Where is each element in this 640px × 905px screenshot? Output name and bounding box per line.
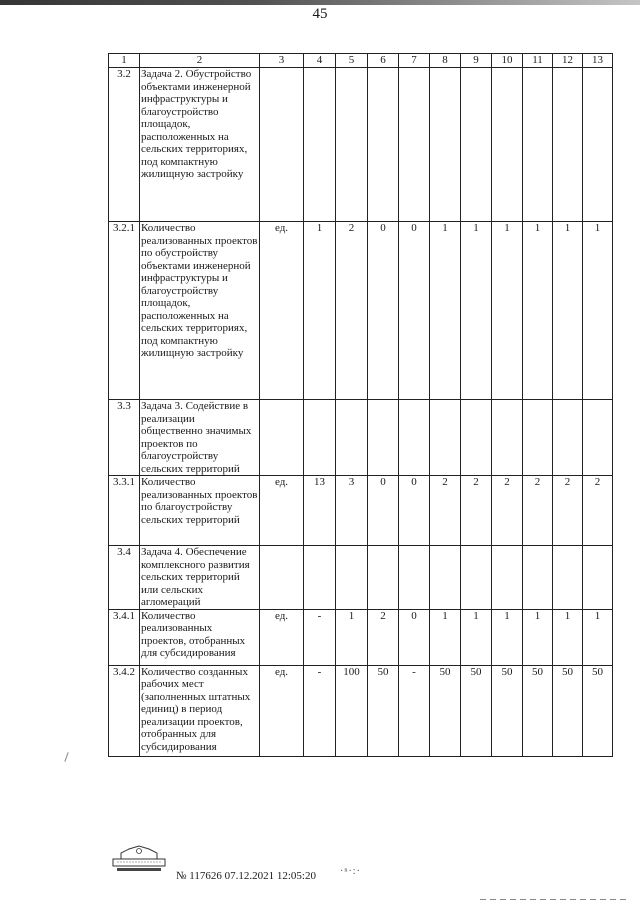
row-value: 50	[553, 665, 583, 756]
row-value	[336, 68, 368, 222]
row-value: 50	[523, 665, 553, 756]
row-description: Количество созданных рабочих мест (заполненных штатных единиц) в период реализации проектов, отобранных для субсидирования	[140, 665, 260, 756]
scan-top-edge	[0, 0, 640, 5]
row-description: Количество реализованных проектов по благоустройству сельских территорий	[140, 476, 260, 546]
row-value: 1	[304, 222, 336, 400]
row-value: 3	[336, 476, 368, 546]
column-header: 11	[523, 54, 553, 68]
row-value	[553, 546, 583, 610]
row-value: 0	[399, 222, 430, 400]
row-value	[430, 68, 461, 222]
row-value	[399, 546, 430, 610]
row-value: 1	[523, 609, 553, 665]
row-unit	[260, 400, 304, 476]
table-row	[109, 546, 613, 610]
row-description: Задача 4. Обеспечение комплексного развития сельских территорий или сельских агломераций	[140, 546, 260, 610]
row-value	[304, 546, 336, 610]
row-number: 3.3	[109, 400, 140, 476]
row-value: 1	[461, 222, 492, 400]
column-header: 1	[109, 54, 140, 68]
row-value	[399, 400, 430, 476]
row-value: 2	[523, 476, 553, 546]
scan-mark	[64, 752, 68, 762]
table-row	[109, 609, 613, 665]
table-row	[109, 665, 613, 756]
row-value	[336, 400, 368, 476]
row-value: 1	[523, 222, 553, 400]
document-stamp: № 117626 07.12.2021 12:05:20	[176, 870, 316, 882]
row-value: 0	[399, 609, 430, 665]
row-number: 3.2.1	[109, 222, 140, 400]
row-value: -	[304, 665, 336, 756]
row-value: 2	[583, 476, 613, 546]
row-unit: ед.	[260, 609, 304, 665]
row-value: 100	[336, 665, 368, 756]
row-value	[492, 546, 523, 610]
row-value	[553, 68, 583, 222]
row-value	[430, 546, 461, 610]
row-value: 0	[399, 476, 430, 546]
row-value: 2	[553, 476, 583, 546]
row-description: Количество реализованных проектов по обустройству объектами инженерной инфраструктуры и благоустройству площадок, расположенных на сельских территориях, под компактную жилищную застройку	[140, 222, 260, 400]
row-number: 3.2	[109, 68, 140, 222]
row-value: 2	[492, 476, 523, 546]
row-value	[523, 68, 553, 222]
column-header: 7	[399, 54, 430, 68]
row-value	[461, 68, 492, 222]
row-value: 50	[492, 665, 523, 756]
column-header: 9	[461, 54, 492, 68]
row-value	[336, 546, 368, 610]
row-value: 1	[336, 609, 368, 665]
row-value: 50	[461, 665, 492, 756]
row-value	[368, 546, 399, 610]
row-value: 50	[368, 665, 399, 756]
column-header: 5	[336, 54, 368, 68]
row-value	[523, 546, 553, 610]
column-header: 8	[430, 54, 461, 68]
row-description: Задача 2. Обустройство объектами инженерной инфраструктуры и благоустройство площадок, расположенных на сельских территориях, под компактную жилищную застройку	[140, 68, 260, 222]
column-header: 2	[140, 54, 260, 68]
row-value: 1	[461, 609, 492, 665]
row-unit: ед.	[260, 476, 304, 546]
row-unit: ед.	[260, 222, 304, 400]
table-row	[109, 400, 613, 476]
row-value: 13	[304, 476, 336, 546]
row-value: 2	[368, 609, 399, 665]
row-value: 1	[553, 609, 583, 665]
table-row	[109, 222, 613, 400]
column-header: 3	[260, 54, 304, 68]
column-header: 10	[492, 54, 523, 68]
row-value	[583, 68, 613, 222]
column-header: 12	[553, 54, 583, 68]
row-value: 1	[492, 222, 523, 400]
row-value	[399, 68, 430, 222]
row-value: -	[399, 665, 430, 756]
row-value: 1	[430, 609, 461, 665]
row-value	[492, 400, 523, 476]
row-description: Количество реализованных проектов, отобранных для субсидирования	[140, 609, 260, 665]
row-value: 50	[430, 665, 461, 756]
row-number: 3.4.1	[109, 609, 140, 665]
row-value	[492, 68, 523, 222]
table-row	[109, 476, 613, 546]
row-value: 1	[583, 609, 613, 665]
row-value	[461, 400, 492, 476]
row-number: 3.4.2	[109, 665, 140, 756]
row-value	[368, 400, 399, 476]
row-value	[583, 546, 613, 610]
row-number: 3.4	[109, 546, 140, 610]
row-value: 1	[430, 222, 461, 400]
row-value	[368, 68, 399, 222]
row-unit: ед.	[260, 665, 304, 756]
row-value: 2	[430, 476, 461, 546]
table-row	[109, 68, 613, 222]
column-header: 13	[583, 54, 613, 68]
row-unit	[260, 68, 304, 222]
row-value	[430, 400, 461, 476]
indicators-table	[108, 53, 613, 757]
row-description: Задача 3. Содействие в реализации общественно значимых проектов по благоустройству сельских территорий	[140, 400, 260, 476]
row-value: 1	[583, 222, 613, 400]
page-number: 45	[312, 6, 328, 22]
scan-noise: ·ⁿ·:·	[340, 866, 361, 877]
row-value: 0	[368, 222, 399, 400]
row-value	[523, 400, 553, 476]
row-number: 3.3.1	[109, 476, 140, 546]
row-value	[304, 400, 336, 476]
row-value: 1	[553, 222, 583, 400]
row-value	[553, 400, 583, 476]
row-value: 2	[336, 222, 368, 400]
row-value: -	[304, 609, 336, 665]
row-unit	[260, 546, 304, 610]
seal-emblem-icon	[111, 843, 167, 873]
row-value: 1	[492, 609, 523, 665]
header-row	[109, 54, 613, 68]
row-value	[304, 68, 336, 222]
row-value	[461, 546, 492, 610]
row-value: 50	[583, 665, 613, 756]
row-value: 2	[461, 476, 492, 546]
row-value	[583, 400, 613, 476]
row-value: 0	[368, 476, 399, 546]
column-header: 6	[368, 54, 399, 68]
scan-bottom-edge	[480, 899, 630, 900]
column-header: 4	[304, 54, 336, 68]
